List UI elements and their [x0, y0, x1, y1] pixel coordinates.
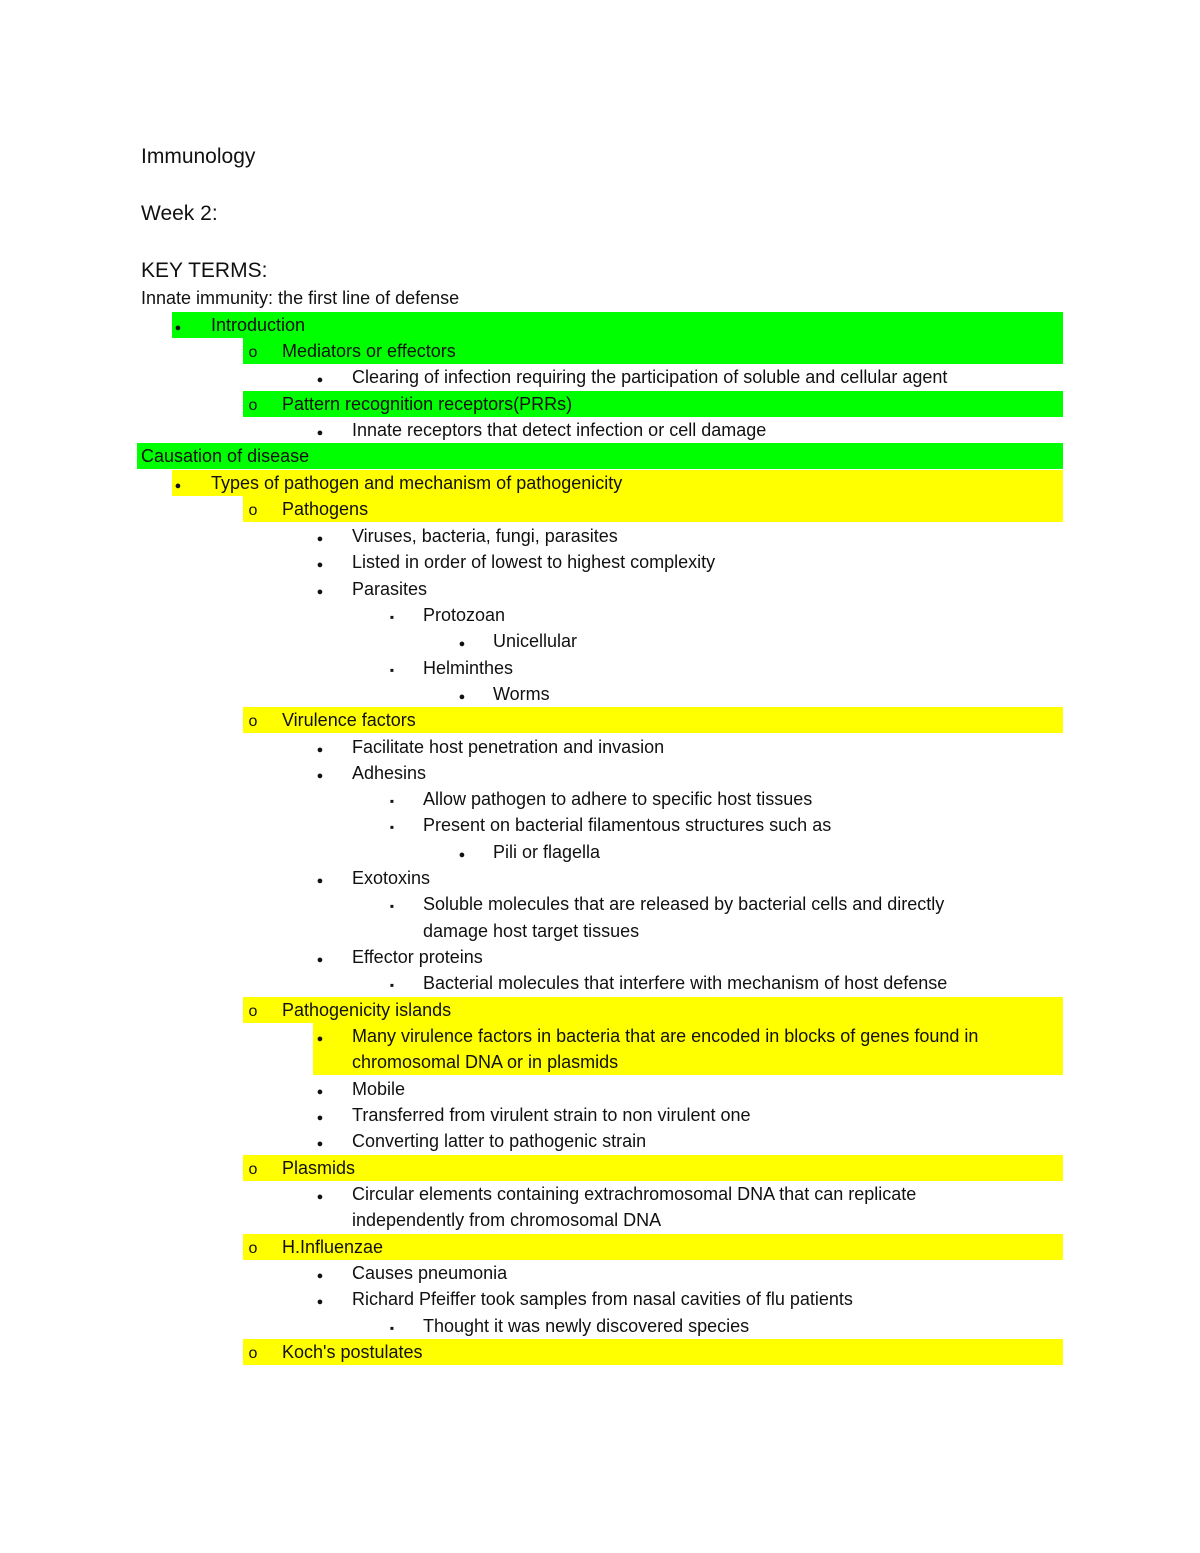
bullet-circle-icon [243, 496, 263, 524]
bullet-disc-icon [452, 839, 472, 868]
bullet-disc-icon [310, 523, 330, 552]
list-item: Effector proteins [352, 947, 483, 967]
list-item: Worms [493, 684, 550, 704]
bullet-circle-icon [243, 707, 263, 735]
list-item: Thought it was newly discovered species [423, 1316, 750, 1336]
list-item: Viruses, bacteria, fungi, parasites [352, 526, 618, 546]
bullet-disc-icon [310, 865, 330, 894]
list-item: Pathogenicity islands [282, 1000, 452, 1020]
bullet-circle-icon [243, 1155, 263, 1183]
list-item: Causes pneumonia [352, 1263, 508, 1283]
bullet-disc-icon [168, 312, 188, 341]
bullet-disc-icon [310, 734, 330, 763]
bullet-disc-icon [452, 681, 472, 710]
list-item: H.Influenzae [282, 1237, 384, 1257]
list-item: Adhesins [352, 763, 427, 783]
bullet-disc-icon [310, 1076, 330, 1105]
doc-title: Immunology [141, 145, 256, 168]
bullet-square-icon [382, 970, 402, 998]
bullet-disc-icon [310, 760, 330, 789]
bullet-square-icon [382, 1313, 402, 1341]
list-item: Mobile [352, 1079, 406, 1099]
list-item: Virulence factors [282, 710, 416, 730]
list-item: Exotoxins [352, 868, 431, 888]
key-terms-heading: KEY TERMS: [141, 259, 268, 282]
list-item: Plasmids [282, 1158, 356, 1178]
list-item: Innate immunity: the first line of defense [141, 288, 460, 308]
week-heading: Week 2: [141, 202, 218, 225]
bullet-circle-icon [243, 997, 263, 1025]
list-item: Innate receptors that detect infection or cell damage [352, 420, 767, 440]
bullet-circle-icon [243, 338, 263, 366]
bullet-disc-icon [310, 1023, 330, 1052]
bullet-circle-icon [243, 1339, 263, 1367]
bullet-square-icon [382, 891, 402, 919]
list-item: Helminthes [423, 658, 514, 678]
list-item: Mediators or effectors [282, 341, 456, 361]
list-item: Allow pathogen to adhere to specific host tissues [423, 789, 813, 809]
list-item: Converting latter to pathogenic strain [352, 1131, 647, 1151]
bullet-disc-icon [310, 1102, 330, 1131]
bullet-disc-icon [310, 417, 330, 446]
bullet-square-icon [382, 655, 402, 683]
list-item: independently from chromosomal DNA [352, 1210, 662, 1230]
list-item: Parasites [352, 579, 428, 599]
bullet-square-icon [382, 786, 402, 814]
list-item: Clearing of infection requiring the participation of soluble and cellular agent [352, 367, 948, 387]
list-item: Protozoan [423, 605, 506, 625]
bullet-disc-icon [310, 1286, 330, 1315]
bullet-disc-icon [310, 1128, 330, 1157]
list-item: Present on bacterial filamentous structures such as [423, 815, 832, 835]
list-item: Types of pathogen and mechanism of pathogenicity [211, 473, 623, 493]
green-highlight [172, 312, 1063, 338]
list-item: Many virulence factors in bacteria that are encoded in blocks of genes found in [352, 1026, 979, 1046]
bullet-disc-icon [452, 628, 472, 657]
list-item: Unicellular [493, 631, 578, 651]
bullet-disc-icon [310, 576, 330, 605]
list-item: Bacterial molecules that interfere with mechanism of host defense [423, 973, 948, 993]
list-item: damage host target tissues [423, 921, 640, 941]
yellow-highlight [243, 1155, 1063, 1181]
list-item: chromosomal DNA or in plasmids [352, 1052, 619, 1072]
list-item: Pili or flagella [493, 842, 601, 862]
list-item: Circular elements containing extrachromosomal DNA that can replicate [352, 1184, 917, 1204]
bullet-disc-icon [310, 549, 330, 578]
list-item: Koch's postulates [282, 1342, 423, 1362]
bullet-square-icon [382, 602, 402, 630]
list-item: Causation of disease [141, 446, 310, 466]
list-item: Soluble molecules that are released by bacterial cells and directly [423, 894, 945, 914]
bullet-disc-icon [310, 1181, 330, 1210]
bullet-disc-icon [310, 1260, 330, 1289]
list-item: Facilitate host penetration and invasion [352, 737, 665, 757]
list-item: Pattern recognition receptors(PRRs) [282, 394, 573, 414]
list-item: Transferred from virulent strain to non virulent one [352, 1105, 751, 1125]
bullet-disc-icon [310, 364, 330, 393]
bullet-disc-icon [310, 944, 330, 973]
bullet-circle-icon [243, 1234, 263, 1262]
list-item: Richard Pfeiffer took samples from nasal cavities of flu patients [352, 1289, 853, 1309]
list-item: Listed in order of lowest to highest complexity [352, 552, 716, 572]
list-item: Pathogens [282, 499, 369, 519]
bullet-square-icon [382, 812, 402, 840]
bullet-circle-icon [243, 391, 263, 419]
bullet-disc-icon [168, 470, 188, 499]
list-item: Introduction [211, 315, 306, 335]
